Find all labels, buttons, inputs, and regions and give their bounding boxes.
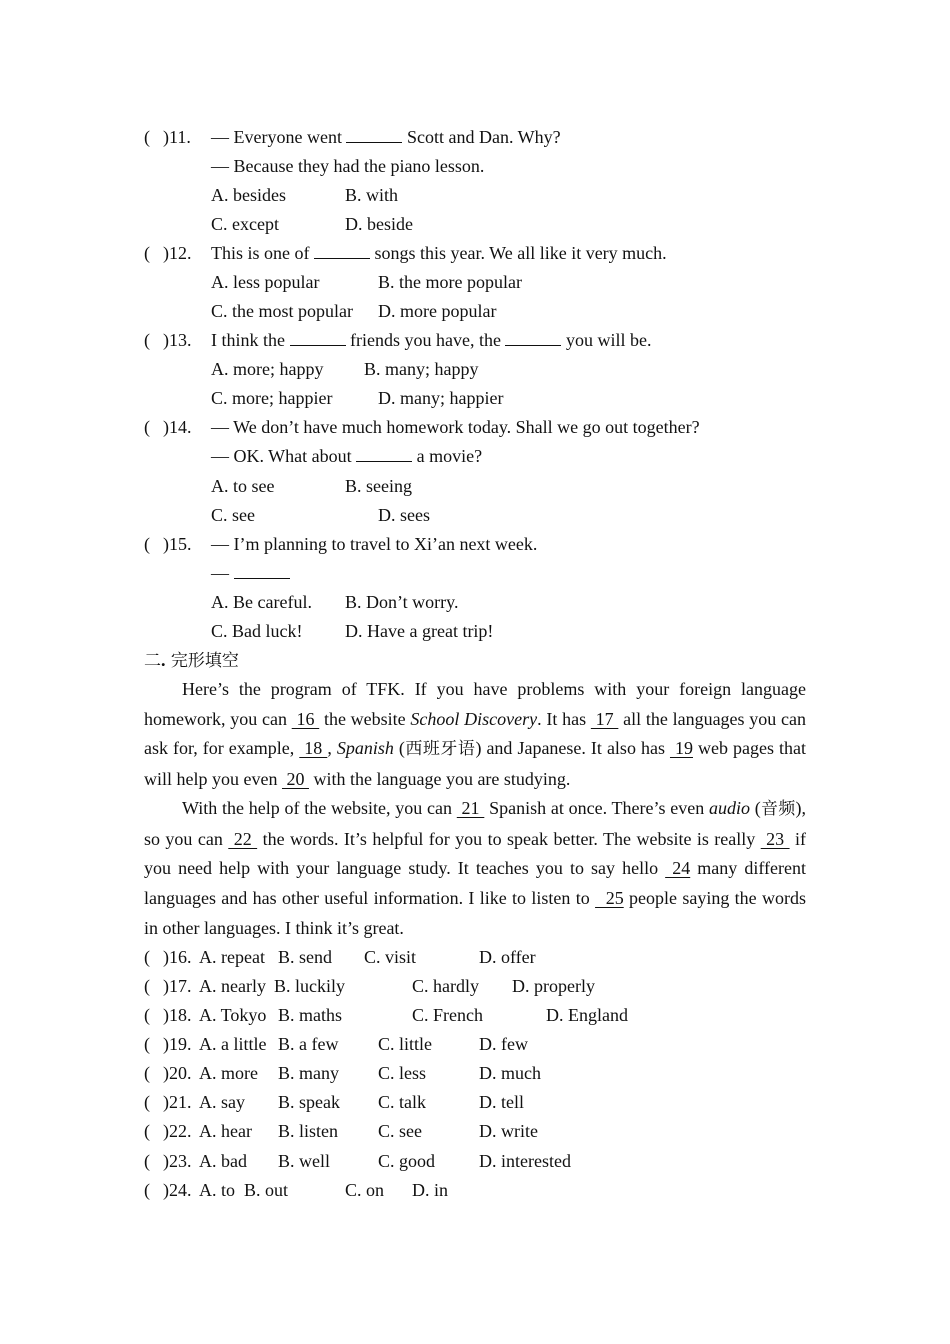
answer-blank <box>234 562 290 579</box>
q11-option-d: D. beside <box>345 214 413 234</box>
q24-option-b: B. out <box>244 1180 289 1200</box>
passage-text: ( <box>393 738 405 759</box>
q18-option-c: C. French <box>412 1005 483 1025</box>
q14-reply <box>211 445 482 467</box>
blank-18: 18 <box>299 738 328 759</box>
q11-paren: ( <box>144 127 150 147</box>
blank-23: 23 <box>760 828 790 849</box>
q17-option-c: C. hardly <box>412 976 479 996</box>
passage-text: the website <box>319 708 411 729</box>
q17-option-d: D. properly <box>512 976 595 996</box>
passage-text: all the languages you can ask for, for example, <box>144 708 807 759</box>
q12-stem-b: songs this year. We all like it very much. <box>370 243 667 263</box>
q23-option-c: C. good <box>378 1151 436 1171</box>
q11-option-a: A. besides <box>211 185 286 205</box>
chinese-gloss: 西班牙语 <box>404 739 476 760</box>
q13-stem <box>211 329 651 351</box>
q17-option-a: A. nearly <box>199 976 266 996</box>
q13-stem-b: friends you have, the <box>345 330 506 350</box>
q23-number: )23. <box>163 1151 192 1171</box>
q16-option-a: A. repeat <box>199 947 265 967</box>
answer-blank <box>505 329 561 346</box>
q21-option-d: D. tell <box>479 1092 524 1112</box>
passage-text: Spanish at once. There’s even <box>484 798 709 818</box>
q11-stem-b: Scott and Dan. Why? <box>402 127 561 147</box>
q21-number: )21. <box>163 1092 192 1112</box>
answer-blank <box>346 126 402 143</box>
q11-stem <box>211 126 561 148</box>
q18-option-b: B. maths <box>278 1005 343 1025</box>
q24-paren: ( <box>144 1180 150 1200</box>
answer-blank <box>290 329 346 346</box>
q15-option-c: C. Bad luck! <box>211 621 303 641</box>
q20-option-d: D. much <box>479 1063 541 1083</box>
q13-option-d: D. many; happier <box>378 388 504 408</box>
passage-text: ( <box>749 798 761 818</box>
q23-paren: ( <box>144 1151 150 1171</box>
chinese-gloss: 音频 <box>760 799 796 819</box>
q21-option-a: A. say <box>199 1092 245 1112</box>
q12-number: )12. <box>163 243 192 263</box>
q16-option-d: D. offer <box>479 947 536 967</box>
q22-option-c: C. see <box>378 1121 422 1141</box>
blank-24: 24 <box>665 858 691 879</box>
q15-paren: ( <box>144 534 150 554</box>
q19-option-c: C. little <box>378 1034 432 1054</box>
q15-option-b: B. Don’t worry. <box>345 592 459 612</box>
q13-option-a: A. more; happy <box>211 359 324 379</box>
blank-19: 19 <box>669 738 693 759</box>
q11-option-c: C. except <box>211 214 279 234</box>
q14-number: )14. <box>163 417 192 437</box>
q24-option-d: D. in <box>412 1180 448 1200</box>
q14-option-c: C. see <box>211 505 255 525</box>
passage-paragraph-2 <box>144 794 806 944</box>
q22-number: )22. <box>163 1121 192 1141</box>
q12-option-a: A. less popular <box>211 272 320 292</box>
q14-option-a: A. to see <box>211 476 275 496</box>
passage-text: With the help of the website, you can <box>182 798 457 818</box>
q20-paren: ( <box>144 1063 150 1083</box>
q15-option-d: D. Have a great trip! <box>345 621 494 641</box>
q12-option-d: D. more popular <box>378 301 497 321</box>
passage-text: web pages that will help you even <box>144 738 806 790</box>
q14-option-b: B. seeing <box>345 476 412 496</box>
q16-number: )16. <box>163 947 192 967</box>
q19-paren: ( <box>144 1034 150 1054</box>
blank-22: 22 <box>228 828 258 849</box>
q16-option-c: C. visit <box>364 947 417 967</box>
passage-text: . It has <box>537 708 591 729</box>
q13-paren: ( <box>144 330 150 350</box>
q15-number: )15. <box>163 534 192 554</box>
q19-option-b: B. a few <box>278 1034 339 1054</box>
q17-number: )17. <box>163 976 192 996</box>
passage-paragraph-1 <box>144 675 806 795</box>
q20-option-a: A. more <box>199 1063 258 1083</box>
q12-option-c: C. the most popular <box>211 301 353 321</box>
q12-paren: ( <box>144 243 150 263</box>
q17-paren: ( <box>144 976 150 996</box>
website-name: School Discovery <box>410 708 538 729</box>
q13-option-c: C. more; happier <box>211 388 333 408</box>
passage-text: ) and Japanese. It also has <box>475 738 670 759</box>
q24-option-c: C. on <box>345 1180 385 1200</box>
q22-option-d: D. write <box>479 1121 538 1141</box>
q23-option-a: A. bad <box>199 1151 247 1171</box>
passage-text: if you need help with your language study. It teaches you to say hello <box>144 828 807 879</box>
blank-17: 17 <box>590 708 619 729</box>
section-number: 二 <box>144 651 161 671</box>
q13-stem-c: you will be. <box>561 330 652 350</box>
q24-option-a: A. to <box>199 1180 235 1200</box>
q12-stem-a: This is one of <box>211 243 314 263</box>
blank-25: 25 <box>595 888 624 909</box>
q15-option-a: A. Be careful. <box>211 592 312 612</box>
q13-number: )13. <box>163 330 192 350</box>
q14-reply-b: a movie? <box>412 446 483 466</box>
q11-stem-a: — Everyone went <box>211 127 347 147</box>
q23-option-d: D. interested <box>479 1151 571 1171</box>
q21-paren: ( <box>144 1092 150 1112</box>
answer-blank <box>314 242 370 259</box>
q16-paren: ( <box>144 947 150 967</box>
q18-paren: ( <box>144 1005 150 1025</box>
q12-stem <box>211 242 667 264</box>
q22-option-a: A. hear <box>199 1121 252 1141</box>
q22-option-b: B. listen <box>278 1121 339 1141</box>
passage-text: Here’s the program of TFK. If you have problems with your foreign language homework, you can <box>144 679 806 729</box>
q21-option-c: C. talk <box>378 1092 426 1112</box>
blank-21: 21 <box>456 798 485 818</box>
q18-number: )18. <box>163 1005 192 1025</box>
q13-stem-a: I think the <box>211 330 290 350</box>
section-dot: . <box>161 650 166 670</box>
q13-option-b: B. many; happy <box>364 359 479 379</box>
q19-option-d: D. few <box>479 1034 528 1054</box>
italic-word: audio <box>708 798 750 818</box>
q22-paren: ( <box>144 1121 150 1141</box>
q19-number: )19. <box>163 1034 192 1054</box>
passage-text: many different languages and has other useful information. I like to listen to <box>144 858 806 909</box>
q14-stem: — We don’t have much homework today. Shall we go out together? <box>211 417 700 437</box>
q21-option-b: B. speak <box>278 1092 340 1112</box>
q20-number: )20. <box>163 1063 192 1083</box>
q15-dash: — <box>211 563 229 583</box>
q16-option-b: B. send <box>278 947 332 967</box>
q17-option-b: B. luckily <box>274 976 345 996</box>
q24-number: )24. <box>163 1180 192 1200</box>
passage-text: with the language you are studying. <box>308 769 571 790</box>
q11-number: )11. <box>163 127 191 147</box>
q14-option-d: D. sees <box>378 505 430 525</box>
q11-reply: — Because they had the piano lesson. <box>211 156 485 176</box>
q23-option-b: B. well <box>278 1151 330 1171</box>
q15-stem: — I’m planning to travel to Xi’an next week. <box>211 534 538 554</box>
q20-option-c: C. less <box>378 1063 427 1083</box>
answer-blank <box>356 445 412 462</box>
q20-option-b: B. many <box>278 1063 339 1083</box>
q15-reply <box>211 562 290 584</box>
passage-text: ), so you can <box>144 798 807 849</box>
passage-text: , <box>327 738 337 759</box>
q12-option-b: B. the more popular <box>378 272 522 292</box>
passage-text: the words. It’s helpful for you to speak better. The website is really <box>257 828 761 849</box>
italic-word: Spanish <box>336 738 394 759</box>
q14-reply-a: — OK. What about <box>211 446 357 466</box>
q18-option-a: A. Tokyo <box>199 1005 267 1025</box>
q11-option-b: B. with <box>345 185 399 205</box>
blank-16: 16 <box>291 708 320 729</box>
passage-text: people saying the words in other languages. I think it’s great. <box>144 888 807 938</box>
section-title: 完形填空 <box>165 651 239 671</box>
q18-option-d: D. England <box>546 1005 628 1025</box>
q19-option-a: A. a little <box>199 1034 267 1054</box>
section-heading <box>144 649 239 672</box>
blank-20: 20 <box>281 769 309 790</box>
q14-paren: ( <box>144 417 150 437</box>
